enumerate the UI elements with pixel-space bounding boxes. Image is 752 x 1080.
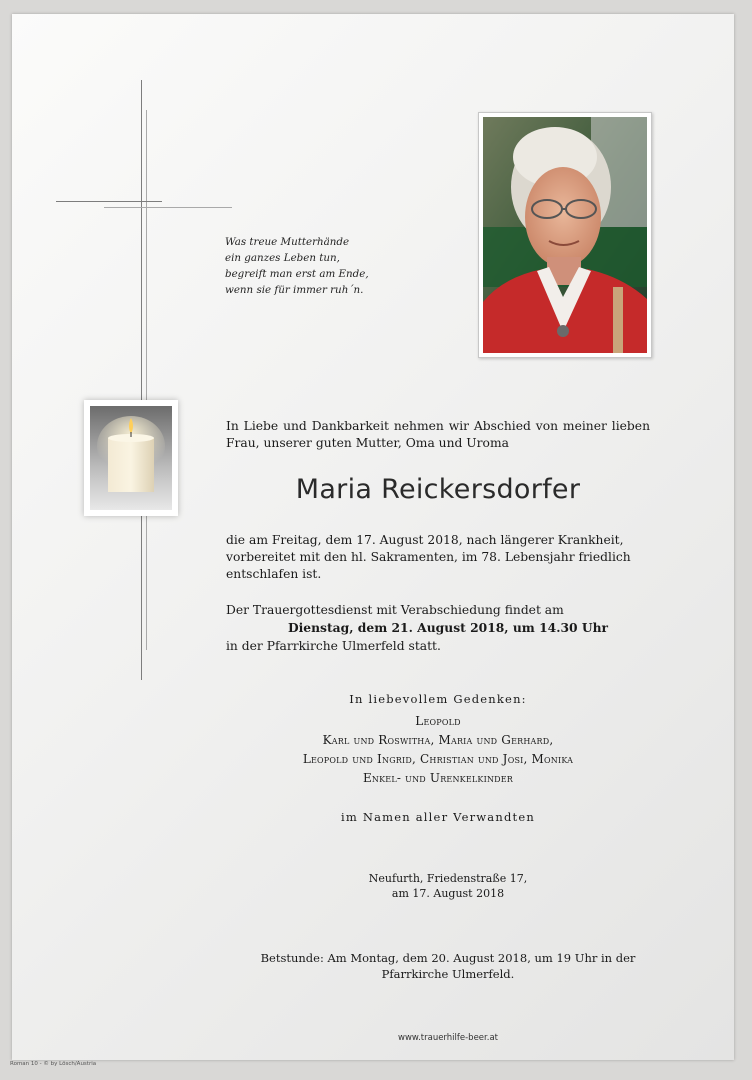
quote-line: begreift man erst am Ende,	[225, 268, 369, 280]
portrait-photo	[478, 112, 652, 358]
family-line: Leopold und Ingrid, Christian und Josi, Monika	[302, 752, 574, 766]
place-date	[226, 871, 650, 901]
death-info-line: entschlafen ist.	[226, 567, 322, 581]
remembrance-heading: In liebevollem Gedenken:	[349, 692, 527, 706]
family-list	[226, 712, 650, 788]
family-line: Enkel- und Urenkelkinder	[362, 771, 514, 785]
cross-beam-1	[56, 201, 162, 202]
memorial-quote	[225, 234, 435, 298]
deceased-name: Maria Reickersdorfer	[295, 474, 581, 505]
prayer-line: Betstunde: Am Montag, dem 20. August 2018, um 19 Uhr in der	[260, 951, 636, 965]
prayer-hour	[226, 950, 650, 982]
candle-icon	[84, 400, 178, 516]
website-link[interactable]: www.trauerhilfe-beer.at	[398, 1033, 498, 1043]
footer-note: Roman 10 - © by Lösch/Austria	[10, 1061, 97, 1067]
death-info-line: vorbereitet mit den hl. Sakramenten, im 78. Lebensjahr friedlich	[226, 550, 631, 564]
date-line: am 17. August 2018	[391, 887, 505, 900]
place-line: Neufurth, Friedenstraße 17,	[368, 872, 528, 885]
cross-line-2	[146, 110, 147, 650]
funeral-service	[226, 601, 650, 655]
quote-line: ein ganzes Leben tun,	[225, 252, 340, 264]
intro-text: In Liebe und Dankbarkeit nehmen wir Abschied von meiner lieben Frau, unserer guten Mutter, Oma und Uroma	[226, 419, 650, 450]
death-info-line: die am Freitag, dem 17. August 2018, nach längerer Krankheit,	[226, 533, 624, 547]
quote-line: wenn sie für immer ruh´n.	[225, 284, 364, 296]
quote-line: Was treue Mutterhände	[225, 236, 350, 248]
service-location: in der Pfarrkirche Ulmerfeld statt.	[226, 639, 441, 653]
portrait-image	[483, 117, 647, 353]
prayer-line: Pfarrkirche Ulmerfeld.	[381, 967, 515, 981]
service-datetime: Dienstag, dem 21. August 2018, um 14.30 Uhr	[287, 620, 609, 635]
cross-icon	[141, 80, 142, 680]
relatives-line: im Namen aller Verwandten	[341, 810, 535, 824]
cross-beam-2	[104, 207, 232, 208]
family-line: Karl und Roswitha, Maria und Gerhard,	[322, 733, 554, 747]
death-info	[226, 532, 650, 583]
candle-image	[90, 406, 172, 510]
service-line: Der Trauergottesdienst mit Verabschiedung findet am	[226, 603, 564, 617]
family-line: Leopold	[415, 714, 461, 728]
